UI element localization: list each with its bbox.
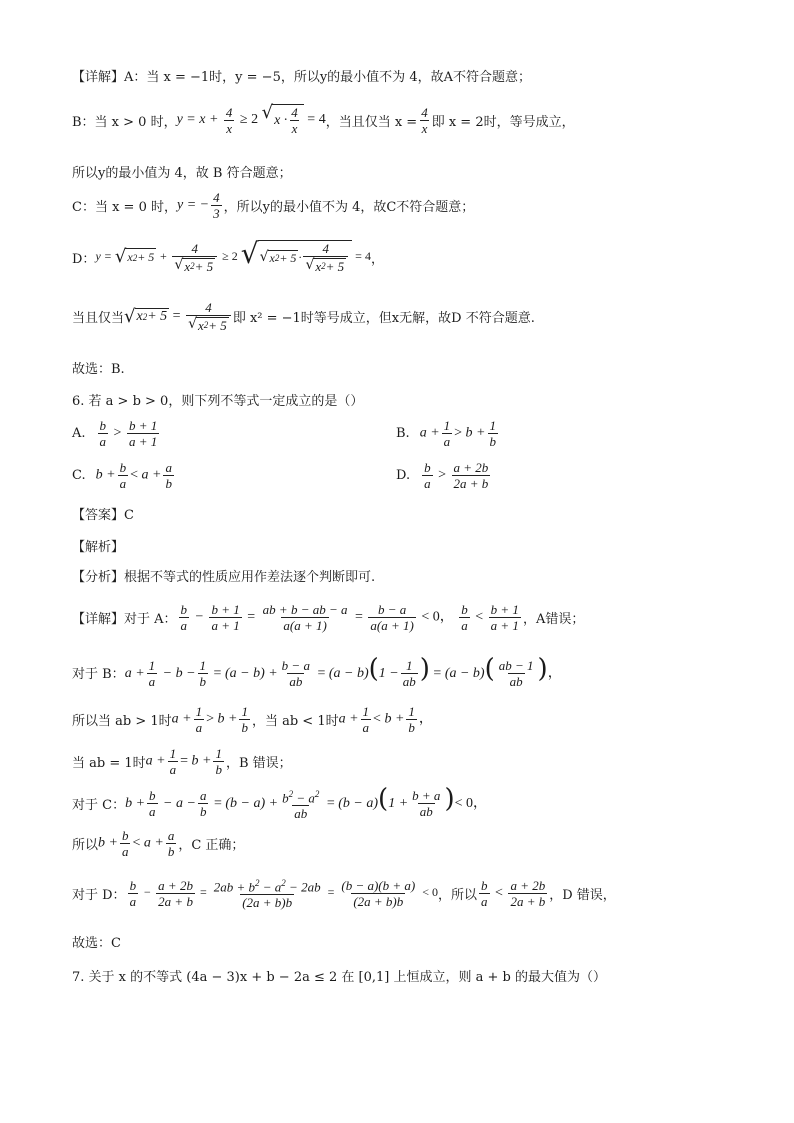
detail-a-formula: $\frac{b}{a}$ − $\frac{b + 1}{a + 1}$ = $\frac{ab + b - ab - a}{a(a + 1)}$ = $\frac{b - a}{a(a + 1)}$ < 0， $\frac{b}{a}$ < $\frac{b + 1}{a + 1}$ — [180, 602, 519, 633]
detail-c-conclusion-suffix: ，C 正确； — [178, 838, 245, 853]
option-b-formula: a + $\frac{1}{a}$ > b + $\frac{1}{b}$ — [419, 418, 496, 449]
detail-a-suffix: ，A错误； — [522, 612, 585, 627]
option-c — [72, 460, 176, 491]
answer-select-c — [72, 932, 121, 951]
detail-c-conclusion-formula: b + $\frac{b}{a}$ < a + $\frac{a}{b}$ — [98, 828, 175, 859]
solution-b-conclusion-text: 所以y的最小值为 4，故 B 符合题意； — [72, 166, 292, 181]
detail-b-equal — [72, 746, 292, 777]
answer-line — [72, 504, 134, 523]
detail-b-equal-suffix: ，B 错误； — [225, 756, 292, 771]
answer-select-b — [72, 358, 125, 377]
solution-d-condition-suffix: 即 x² = −1时等号成立，但x无解，故D 不符合题意. — [232, 311, 535, 326]
detail-c-prefix: 对于 C： — [72, 797, 126, 813]
solution-b-prefix: B：当 x > 0 时， — [72, 114, 177, 130]
detail-d-prefix: 对于 D： — [72, 887, 126, 903]
detail-b-line — [72, 656, 562, 689]
question-6 — [72, 390, 363, 409]
detail-c-line — [72, 786, 487, 821]
question-7-text: 7. 关于 x 的不等式 (4a − 3)x + b − 2a ≤ 2 在 [0,1] 上恒成立，则 a + b 的最大值为（） — [72, 970, 606, 985]
detail-b-formula: a + $\frac{1}{a}$ − b − $\frac{1}{b}$ = (a − b) + $\frac{b - a}{ab}$ = (a − b)(1 − $\frac{1}{ab}$ ) = (a − b)( $\frac{ab - 1}{ab}$ )， — [124, 654, 562, 690]
detail-d-line — [72, 876, 616, 910]
solution-b-condition: ，当且仅当 x = — [325, 114, 418, 130]
detail-a-line — [72, 602, 584, 633]
detail-d-mid: ，所以 — [438, 887, 478, 903]
analysis-text: 【分析】根据不等式的性质应用作差法逐个判断即可. — [72, 570, 376, 585]
option-a-formula: $\frac{b}{a}$ > $\frac{b + 1}{a + 1}$ — [99, 418, 158, 449]
detail-b-case1-prefix: 所以当 ab > 1时 — [72, 714, 172, 729]
solution-c-suffix: ，所以y的最小值不为 4，故C不符合题意； — [223, 200, 475, 215]
solution-b-line — [72, 104, 575, 136]
option-a-label: A. — [72, 426, 86, 441]
analysis-header — [72, 536, 124, 555]
solution-d-line — [72, 237, 384, 275]
option-d — [396, 460, 492, 491]
detail-b-case1-formula: a + $\frac{1}{a}$ > b + $\frac{1}{b}$ — [171, 704, 248, 735]
detail-d-formula: $\frac{b}{a}$ − $\frac{a + 2b}{2a + b}$ = $\frac{2ab + b^2 - a^2 - 2ab}{(2a + b)b}$ = $\frac{(b - a)(b + a)}{(2a + b)b}$ < 0 — [129, 877, 439, 911]
detail-c-conclusion — [72, 828, 244, 859]
formula-d: y = √ x 2 + 5 + 4 √ x 2 + 5 ≥ 2 √ √ x 2 + 5 · 4 √ x 2 + 5 = 4 — [95, 237, 371, 275]
solution-c-line — [72, 190, 474, 221]
solution-d-condition — [72, 300, 535, 333]
formula-b-frac: $\frac{4}{x}$ — [421, 104, 428, 136]
detail-b-case2-formula: a + $\frac{1}{a}$ < b + $\frac{1}{b}$ ， — [338, 704, 433, 735]
option-c-formula: b + $\frac{b}{a}$ < a + $\frac{a}{b}$ — [95, 460, 172, 491]
solution-b-end: 即 x = 2时，等号成立， — [431, 114, 575, 130]
solution-a-line — [72, 66, 531, 85]
answer-text: 【答案】C — [72, 508, 134, 523]
option-b — [396, 418, 500, 449]
detail-d-conclusion-formula: $\frac{b}{a}$ < $\frac{a + 2b}{2a + b}$ — [481, 877, 546, 909]
option-a — [72, 418, 161, 449]
formula-b-inequality: y = x + $\frac{4}{x}$ ≥ 2 √ x · $\frac{4}{x}$ = 4 — [176, 102, 326, 136]
analysis-header-text: 【解析】 — [72, 540, 125, 555]
detail-c-formula: b + $\frac{b}{a}$ − a − $\frac{a}{b}$ = (b − a) + $\frac{b^2 - a^2}{ab}$ = (b − a)(1 + $\frac{b + a}{ab}$ )< 0， — [125, 784, 487, 821]
detail-b-prefix: 对于 B： — [72, 667, 125, 683]
question-7 — [72, 966, 606, 985]
detail-c-conclusion-prefix: 所以 — [72, 838, 99, 853]
detail-b-case2-prefix: ，当 ab < 1时 — [251, 714, 339, 729]
solution-a-text: 【详解】A：当 x = −1时，y = −5，所以y的最小值不为 4，故A不符合题意； — [72, 70, 531, 85]
solution-d-prefix: D： — [72, 251, 96, 267]
formula-c: y = − $\frac{4}{3}$ — [176, 190, 220, 221]
detail-b-cases — [72, 704, 433, 735]
detail-b-equal-prefix: 当 ab = 1时 — [72, 756, 146, 771]
question-6-text: 6. 若 a > b > 0，则下列不等式一定成立的是（） — [72, 394, 364, 409]
option-c-label: C. — [72, 468, 86, 483]
option-d-label: D. — [396, 468, 411, 483]
solution-d-condition-prefix: 当且仅当 — [72, 311, 125, 326]
answer-select-b-text: 故选：B. — [72, 362, 125, 377]
option-d-formula: $\frac{b}{a}$ > $\frac{a + 2b}{2a + b}$ — [424, 460, 489, 491]
answer-select-c-text: 故选：C — [72, 936, 121, 951]
formula-d-condition: √ x 2 + 5 = 4 √ x 2 + 5 — [124, 300, 233, 333]
solution-b-conclusion — [72, 162, 292, 181]
detail-b-equal-formula: a + $\frac{1}{a}$ = b + $\frac{1}{b}$ — [145, 746, 222, 777]
option-b-label: B. — [396, 426, 410, 441]
detail-d-suffix: ，D 错误， — [549, 887, 616, 903]
solution-c-prefix: C：当 x = 0 时， — [72, 200, 177, 215]
solution-d-suffix: ， — [370, 251, 384, 267]
detail-a-prefix: 【详解】对于 A： — [72, 612, 177, 627]
analysis-line — [72, 566, 375, 585]
